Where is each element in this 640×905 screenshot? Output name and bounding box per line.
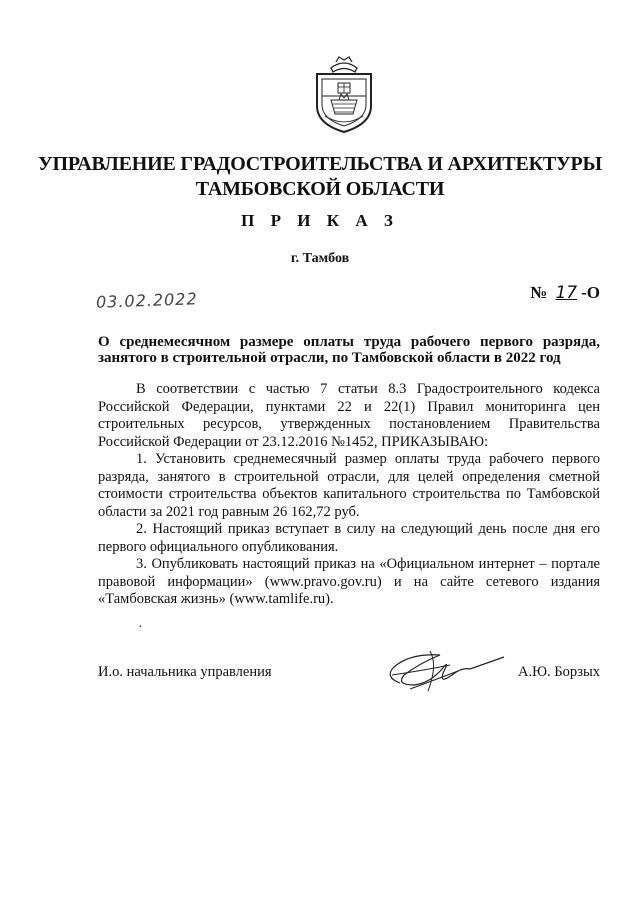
document-number xyxy=(530,283,600,303)
intro-paragraph: В соответствии с частью 7 статьи 8.3 Градостроительного кодекса Российской Федерации, пунктами 22 и 22(1) Правил мониторинга цен строительных ресурсов, утвержденных постановлением Правительства Российской Федерации от 23.12.2016 №1452, ПРИКАЗЫВАЮ: xyxy=(98,381,600,450)
stray-mark: · xyxy=(138,620,143,635)
city: г. Тамбов xyxy=(290,251,350,266)
signatory-position: И.о. начальника управления xyxy=(98,664,272,680)
order-item-1: 1. Установить среднемесячный размер оплаты труда рабочего первого разряда, занятого в строительной отрасли, для целей определения сметной стоимости строительства объектов капитального строительства по Тамбовской области за 2021 год равным 26 162,72 руб. xyxy=(98,451,600,520)
organization-name xyxy=(0,152,640,202)
document-title: О среднемесячном размере оплаты труда рабочего первого разряда, занятого в строительной отрасли, по Тамбовской области в 2022 год xyxy=(98,334,600,366)
number-prefix: № xyxy=(530,283,548,302)
organization-line-1: УПРАВЛЕНИЕ ГРАДОСТРОИТЕЛЬСТВА И АРХИТЕКТУРЫ xyxy=(38,153,602,175)
document-body xyxy=(98,381,600,609)
coat-of-arms-icon xyxy=(309,56,379,134)
signatory-name: А.Ю. Борзых xyxy=(518,664,600,680)
organization-line-2: ТАМБОВСКОЙ ОБЛАСТИ xyxy=(195,178,445,200)
order-item-3: 3. Опубликовать настоящий приказ на «Официальном интернет – портале правовой информации» (www.pravo.gov.ru) и на сайте сетевого издания «Тамбовская жизнь» (www.tamlife.ru). xyxy=(98,556,600,607)
handwritten-signature xyxy=(380,645,510,695)
handwritten-date: 03.02.2022 xyxy=(95,289,198,312)
order-item-2: 2. Настоящий приказ вступает в силу на следующий день после дня его первого официального опубликования. xyxy=(98,521,600,555)
number-suffix: -О xyxy=(581,283,600,302)
number-value: 17 xyxy=(555,283,578,303)
document-type: П Р И К А З xyxy=(241,211,399,230)
